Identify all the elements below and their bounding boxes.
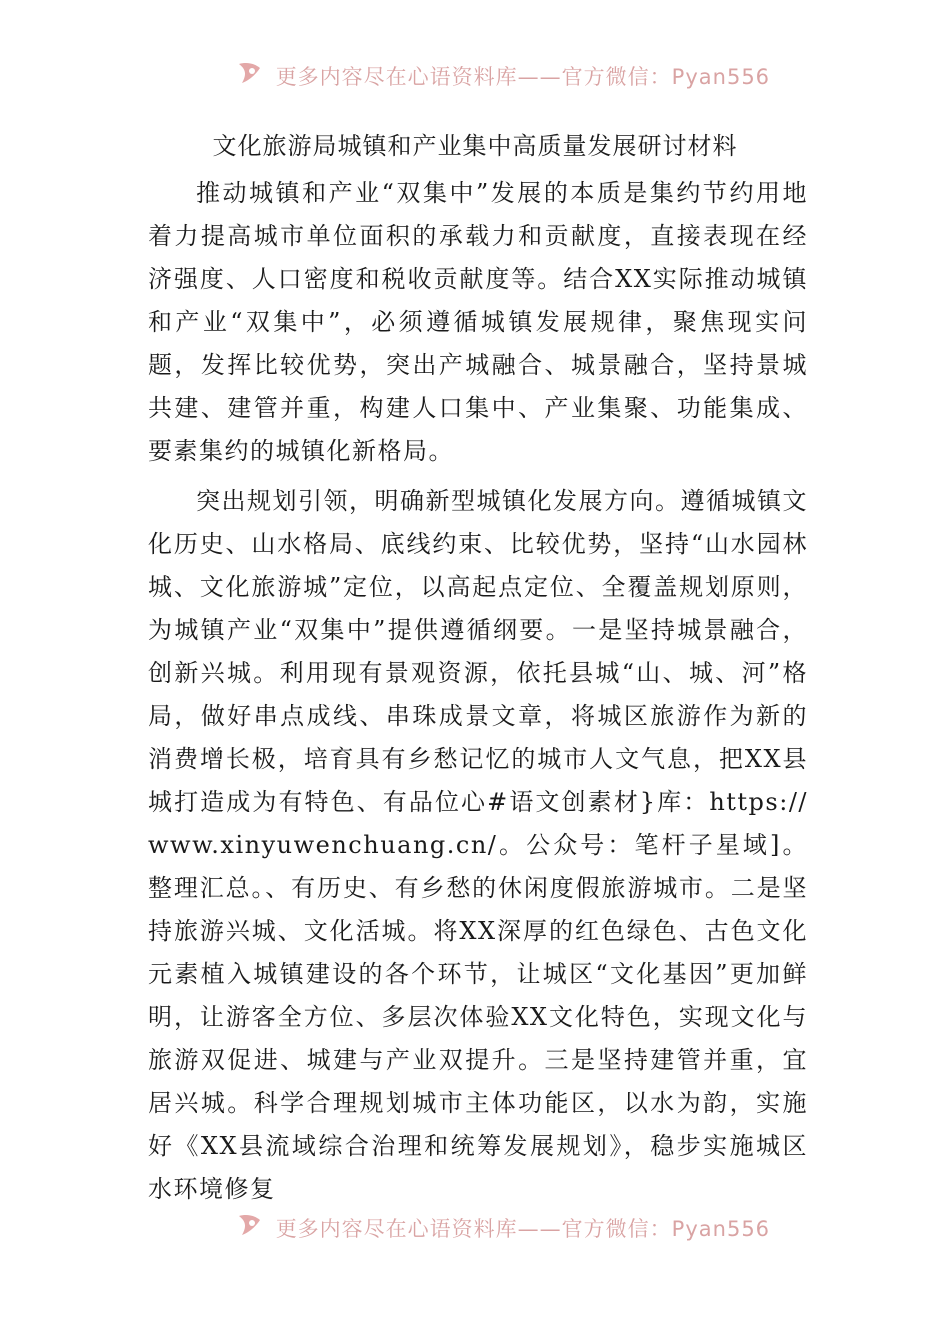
watermark-text: 更多内容尽在心语资料库——官方微信：Pyan556 <box>275 64 771 89</box>
paragraph: 突出规划引领，明确新型城镇化发展方向。遵循城镇文化历史、山水格局、底线约束、比较优势，坚持“山水园林城、文化旅游城”定位，以高起点定位、全覆盖规划原则，为城镇产业“双集中”提供遵循纲要。一是坚持城景融合，创新兴城。利用现有景观资源，依托县城“山、城、河”格局，做好串点成线、串珠成景文章，将城区旅游作为新的消费增长极，培育具有乡愁记忆的城市人文气息，把XX县城打造成为有特色、有品位心#语文创素材}库：https://www.xinyuwenchuang.cn/。公众号：笔杆子星域]。整理汇总。、有历史、有乡愁的休闲度假旅游城市。二是坚持旅游兴城、文化活城。将XX深厚的红色绿色、古色文化元素植入城镇建设的各个环节，让城区“文化基因”更加鲜明，让游客全方位、多层次体验XX文化特色，实现文化与旅游双促进、城建与产业双提升。三是坚持建管并重，宜居兴城。科学合理规划城市主体功能区，以水为韵，实施好《XX县流域综合治理和统筹发展规划》，稳步实施城区水环境修复 <box>148 487 808 1203</box>
watermark-text: 更多内容尽在心语资料库——官方微信：Pyan556 <box>275 1216 771 1241</box>
watermark-logo-icon <box>236 1212 264 1243</box>
document-title: 文化旅游局城镇和产业集中高质量发展研讨材料 <box>212 132 738 160</box>
paragraph: 推动城镇和产业“双集中”发展的本质是集约节约用地着力提高城市单位面积的承载力和贡献度，直接表现在经济强度、人口密度和税收贡献度等。结合XX实际推动城镇和产业“双集中”，必须遵循城镇发展规律，聚焦现实问题，发挥比较优势，突出产城融合、城景融合，坚持景城共建、建管并重，构建人口集中、产业集聚、功能集成、要素集约的城镇化新格局。 <box>148 179 808 465</box>
footer-watermark <box>0 1204 950 1244</box>
watermark-logo-icon <box>236 60 264 91</box>
document-body <box>148 172 808 1211</box>
header-watermark <box>0 52 950 92</box>
